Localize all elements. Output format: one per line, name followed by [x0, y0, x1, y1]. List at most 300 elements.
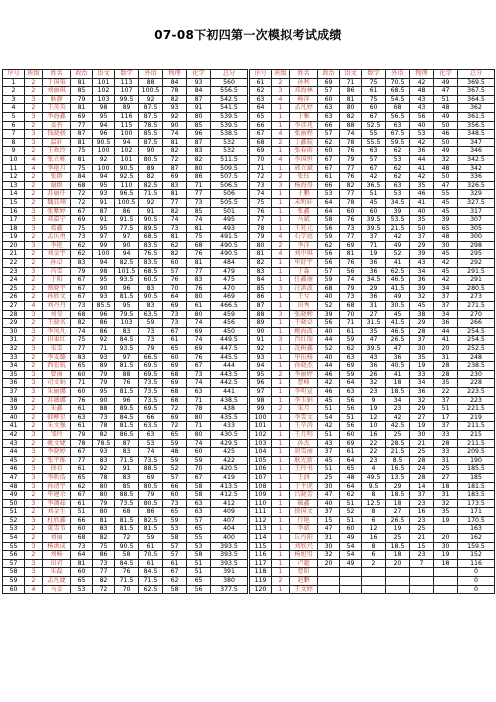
table-row — [3, 250, 248, 259]
score-cell: 78 — [250, 224, 272, 233]
score-cell: 56 — [318, 319, 340, 328]
score-cell: 75 — [187, 233, 211, 242]
table-row — [250, 327, 495, 336]
score-cell: 42 — [318, 422, 340, 431]
score-cell: 45 — [434, 250, 458, 259]
score-cell: 46.5 — [386, 327, 410, 336]
score-cell: 82 — [340, 112, 362, 121]
score-cell: 484 — [211, 259, 248, 268]
score-cell: 83 — [71, 259, 93, 268]
score-cell: 51 — [340, 516, 362, 525]
score-cell: 110 — [115, 181, 139, 190]
score-cell: 80 — [187, 430, 211, 439]
score-cell: 70.5 — [386, 78, 410, 87]
score-cell: 60 — [362, 104, 386, 113]
student-name-cell: 孙杰 — [290, 439, 318, 448]
score-cell: 66 — [318, 181, 340, 190]
score-cell — [434, 525, 458, 534]
student-name-cell: 刘金宇 — [43, 250, 71, 259]
score-cell: 69 — [340, 439, 362, 448]
score-cell: 407 — [211, 516, 248, 525]
score-cell: 74 — [71, 327, 93, 336]
score-cell: 53 — [163, 525, 187, 534]
score-cell: 1 — [272, 465, 290, 474]
score-cell: 60 — [362, 207, 386, 216]
score-cell: 57 — [163, 551, 187, 560]
student-name-cell: 王兆元 — [290, 224, 318, 233]
score-cell: 23 — [410, 499, 434, 508]
student-name-cell: 韩柳星 — [43, 413, 71, 422]
score-cell: 82 — [340, 181, 362, 190]
score-cell: 2 — [25, 336, 43, 345]
score-cell: 4 — [25, 302, 43, 311]
score-cell: 68 — [187, 241, 211, 250]
score-cell: 71 — [71, 379, 93, 388]
score-cell: 56 — [187, 585, 211, 594]
table-row — [250, 284, 495, 293]
score-cell: 81.5 — [139, 525, 163, 534]
score-cell: 65 — [163, 508, 187, 517]
score-cell: 42 — [410, 78, 434, 87]
score-cell: 87 — [93, 207, 115, 216]
score-cell: 70 — [115, 585, 139, 594]
score-cell: 441 — [211, 387, 248, 396]
table-row — [250, 267, 495, 276]
score-cell: 43 — [318, 439, 340, 448]
score-cell: 83 — [115, 448, 139, 457]
table-row — [250, 516, 495, 525]
score-cell: 425 — [211, 448, 248, 457]
score-cell: 68 — [115, 508, 139, 517]
score-cell: 16 — [362, 534, 386, 543]
student-name-cell: 曹阳 — [290, 568, 318, 577]
score-cell: 469 — [211, 293, 248, 302]
score-cell: 62 — [386, 147, 410, 156]
score-cell: 70 — [163, 284, 187, 293]
score-cell: 46 — [434, 130, 458, 139]
score-cell: 72 — [71, 190, 93, 199]
score-cell: 1 — [272, 542, 290, 551]
score-cell: 64 — [340, 379, 362, 388]
score-cell: 46 — [3, 465, 25, 474]
score-cell: 63 — [340, 387, 362, 396]
score-cell: 19 — [434, 551, 458, 560]
score-cell: 32 — [318, 551, 340, 560]
student-name-cell: 耿光新 — [290, 456, 318, 465]
score-cell: 36 — [362, 293, 386, 302]
score-cell: 3 — [25, 241, 43, 250]
score-cell: 0 — [458, 577, 495, 586]
score-cell: 82 — [163, 207, 187, 216]
student-name-cell: 杨海哥 — [290, 181, 318, 190]
score-cell: 32 — [434, 155, 458, 164]
score-cell: 190 — [458, 456, 495, 465]
score-cell: 53 — [386, 155, 410, 164]
score-cell: 2 — [272, 370, 290, 379]
score-cell — [362, 577, 386, 586]
table-row — [250, 259, 495, 268]
score-cell: 84.5 — [115, 559, 139, 568]
score-cell: 79 — [139, 345, 163, 354]
score-cell: 3 — [25, 224, 43, 233]
score-cell: 393.5 — [211, 551, 248, 560]
score-cell: 100 — [93, 164, 115, 173]
score-cell: 59 — [139, 319, 163, 328]
score-cell: 71 — [187, 396, 211, 405]
table-row — [250, 499, 495, 508]
score-cell: 68 — [163, 370, 187, 379]
score-cell: 84 — [250, 276, 272, 285]
score-cell: 3 — [25, 448, 43, 457]
score-cell: 83 — [139, 302, 163, 311]
student-name-cell: 于雅 — [290, 112, 318, 121]
score-cell: 96 — [115, 284, 139, 293]
student-name-cell: 王欢玲 — [43, 147, 71, 156]
score-cell: 6 — [3, 121, 25, 130]
score-cell: 270 — [458, 310, 495, 319]
score-cell: 39.5 — [362, 216, 386, 225]
table-row — [250, 181, 495, 190]
score-cell: 38 — [410, 310, 434, 319]
score-cell: 532 — [211, 147, 248, 156]
score-cell: 43 — [362, 353, 386, 362]
score-cell: 61 — [163, 336, 187, 345]
score-cell: 80 — [187, 164, 211, 173]
score-cell: 97 — [93, 233, 115, 242]
table-row — [250, 482, 495, 491]
score-cell: 36 — [362, 267, 386, 276]
score-cell: 45 — [386, 310, 410, 319]
score-cell: 532 — [211, 138, 248, 147]
score-cell: 63 — [340, 353, 362, 362]
score-cell: 75 — [250, 198, 272, 207]
score-cell: 19 — [386, 525, 410, 534]
student-name-cell: 魏显翔 — [43, 198, 71, 207]
student-name-cell: 毕舒宇 — [290, 259, 318, 268]
student-name-cell: 徐国文 — [290, 508, 318, 517]
score-cell: 7 — [3, 130, 25, 139]
score-cell: 52 — [163, 465, 187, 474]
score-cell: 35 — [410, 216, 434, 225]
score-cell: 41 — [386, 259, 410, 268]
score-cell: 62 — [71, 250, 93, 259]
score-cell: 97 — [115, 353, 139, 362]
score-cell: 479 — [211, 267, 248, 276]
score-cell: 342 — [458, 164, 495, 173]
score-cell: 413.5 — [211, 482, 248, 491]
score-cell: 82 — [93, 577, 115, 586]
score-cell: 90 — [93, 396, 115, 405]
score-cell: 23 — [362, 456, 386, 465]
score-cell: 29 — [410, 241, 434, 250]
score-table-left — [2, 69, 248, 594]
score-cell: 43 — [410, 95, 434, 104]
score-cell: 70.5 — [139, 551, 163, 560]
score-cell: 81 — [187, 224, 211, 233]
table-row — [3, 379, 248, 388]
score-cell: 1 — [272, 422, 290, 431]
score-cell: 22 — [362, 439, 386, 448]
score-cell: 228 — [458, 379, 495, 388]
score-cell: 61 — [362, 87, 386, 96]
student-name-cell: 孟庆勇 — [43, 233, 71, 242]
table-row — [250, 430, 495, 439]
score-cell: 82.5 — [139, 516, 163, 525]
score-cell: 211.5 — [458, 422, 495, 431]
score-cell: 81 — [71, 78, 93, 87]
table-row — [3, 396, 248, 405]
student-name-cell: 蔡晓宇 — [43, 284, 71, 293]
score-cell: 56 — [340, 396, 362, 405]
student-name-cell: 孟凡婕 — [43, 577, 71, 586]
score-cell: 47 — [318, 491, 340, 500]
score-cell: 78 — [71, 439, 93, 448]
score-cell: 76 — [340, 147, 362, 156]
score-cell: 3 — [25, 370, 43, 379]
score-cell: 115 — [115, 121, 139, 130]
score-cell: 53 — [386, 190, 410, 199]
score-cell: 21 — [3, 250, 25, 259]
score-cell: 73 — [93, 413, 115, 422]
score-cell: 39 — [410, 250, 434, 259]
score-cell: 72 — [163, 422, 187, 431]
student-name-cell: 张晓蝉 — [290, 310, 318, 319]
score-cell: 1 — [272, 448, 290, 457]
score-cell: 37 — [434, 396, 458, 405]
score-cell: 61 — [340, 327, 362, 336]
score-cell: 1 — [272, 568, 290, 577]
score-cell — [318, 568, 340, 577]
score-cell: 66 — [163, 482, 187, 491]
score-cell: 412.5 — [211, 491, 248, 500]
table-row — [3, 353, 248, 362]
score-cell: 77 — [163, 198, 187, 207]
score-cell: 45 — [3, 456, 25, 465]
score-cell: 73.5 — [139, 456, 163, 465]
score-cell: 68.5 — [139, 233, 163, 242]
score-cell: 69 — [318, 78, 340, 87]
table-row — [250, 353, 495, 362]
score-cell: 56 — [3, 551, 25, 560]
score-cell: 22 — [3, 259, 25, 268]
score-cell: 51 — [318, 465, 340, 474]
table-row — [250, 207, 495, 216]
score-cell: 1 — [272, 112, 290, 121]
score-cell: 8 — [362, 491, 386, 500]
student-name-cell: 马金 — [43, 585, 71, 594]
score-cell: 16 — [362, 430, 386, 439]
score-cell: 63 — [187, 499, 211, 508]
table-row — [250, 293, 495, 302]
score-cell: 506 — [211, 190, 248, 199]
student-name-cell: 王晓名 — [43, 319, 71, 328]
score-cell: 83 — [187, 147, 211, 156]
score-cell: 102 — [115, 147, 139, 156]
score-cell: 61 — [71, 465, 93, 474]
score-cell: 362 — [458, 104, 495, 113]
score-cell: 64 — [340, 456, 362, 465]
score-cell: 68 — [71, 534, 93, 543]
student-name-cell: 张宇维 — [43, 456, 71, 465]
score-cell: 31 — [3, 336, 25, 345]
score-cell: 83 — [139, 284, 163, 293]
score-cell: 83 — [93, 456, 115, 465]
score-cell: 20 — [386, 559, 410, 568]
table-row — [3, 276, 248, 285]
score-cell: 60 — [187, 448, 211, 457]
score-cell: 1 — [272, 345, 290, 354]
score-cell: 62 — [386, 173, 410, 182]
table-header-row — [250, 70, 495, 79]
score-cell: 25 — [386, 534, 410, 543]
score-cell — [434, 585, 458, 594]
student-name-cell: 邹玲 — [43, 430, 71, 439]
table-row — [3, 319, 248, 328]
score-cell: 13.5 — [386, 473, 410, 482]
student-name-cell: 于阳 — [43, 276, 71, 285]
score-cell: 32 — [434, 499, 458, 508]
score-cell: 393.5 — [211, 542, 248, 551]
table-row — [3, 551, 248, 560]
table-row — [3, 525, 248, 534]
score-cell: 82 — [93, 430, 115, 439]
score-cell: 85.5 — [93, 302, 115, 311]
score-cell: 3 — [272, 336, 290, 345]
student-name-cell: 王月明 — [290, 430, 318, 439]
score-cell: 42 — [3, 430, 25, 439]
score-cell: 2 — [25, 121, 43, 130]
score-cell: 87.5 — [139, 104, 163, 113]
student-name-cell: 丘丹阳 — [290, 534, 318, 543]
score-cell: 63 — [139, 430, 163, 439]
score-cell: 266 — [458, 319, 495, 328]
score-cell: 80 — [93, 482, 115, 491]
score-cell: 40 — [3, 413, 25, 422]
score-cell: 70 — [250, 155, 272, 164]
score-cell: 69 — [340, 362, 362, 371]
score-cell: 23 — [386, 405, 410, 414]
score-cell: 82.5 — [115, 259, 139, 268]
score-cell: 81 — [71, 138, 93, 147]
score-cell: 77 — [340, 164, 362, 173]
score-cell: 42 — [318, 379, 340, 388]
table-row — [250, 250, 495, 259]
score-cell: 52.5 — [362, 121, 386, 130]
student-name-cell: 李国恒 — [290, 155, 318, 164]
score-cell: 1 — [272, 104, 290, 113]
score-cell: 84.5 — [139, 568, 163, 577]
score-cell: 2 — [362, 559, 386, 568]
score-cell: 71 — [340, 78, 362, 87]
score-cell: 71 — [93, 345, 115, 354]
table-row — [250, 387, 495, 396]
score-cell: 40 — [318, 499, 340, 508]
score-cell: 26 — [3, 293, 25, 302]
score-cell: 51 — [71, 508, 93, 517]
score-cell: 90.5 — [139, 293, 163, 302]
score-cell — [386, 577, 410, 586]
score-cell: 1 — [272, 302, 290, 311]
score-cell: 63 — [362, 147, 386, 156]
score-cell: 78 — [340, 198, 362, 207]
table-row — [250, 87, 495, 96]
score-cell: 30 — [410, 345, 434, 354]
score-cell: 116 — [115, 112, 139, 121]
score-cell: 1 — [272, 327, 290, 336]
score-cell: 36 — [386, 353, 410, 362]
score-cell: 2 — [25, 284, 43, 293]
score-cell: 86 — [187, 173, 211, 182]
student-name-cell: 马斌 — [290, 216, 318, 225]
score-cell: 27 — [362, 310, 386, 319]
score-cell: 81 — [163, 190, 187, 199]
student-name-cell: 孙卓 — [43, 259, 71, 268]
score-cell: 38 — [3, 396, 25, 405]
score-cell: 32 — [410, 396, 434, 405]
score-cell: 27 — [3, 302, 25, 311]
score-cell: 1 — [272, 259, 290, 268]
score-cell: 77.5 — [115, 224, 139, 233]
score-cell: 73.5 — [139, 396, 163, 405]
student-name-cell: 李艳月 — [43, 164, 71, 173]
student-name-cell: 汪洪波 — [290, 284, 318, 293]
score-cell: 5 — [3, 112, 25, 121]
table-row — [3, 448, 248, 457]
student-name-cell: 李昕浩 — [43, 473, 71, 482]
table-row — [250, 534, 495, 543]
score-cell: 185.5 — [458, 465, 495, 474]
score-cell: 100 — [250, 413, 272, 422]
table-row — [3, 413, 248, 422]
score-cell: 73 — [163, 224, 187, 233]
score-cell: 35 — [410, 181, 434, 190]
score-cell — [318, 585, 340, 594]
score-cell: 89 — [115, 104, 139, 113]
score-cell: 90.5 — [115, 164, 139, 173]
score-cell: 114 — [250, 534, 272, 543]
score-cell: 34 — [386, 396, 410, 405]
score-cell: 248 — [458, 353, 495, 362]
student-name-cell: 李彦兆 — [290, 121, 318, 130]
student-name-cell: 曹峰 — [290, 379, 318, 388]
score-cell: 1 — [272, 473, 290, 482]
score-cell: 67 — [71, 276, 93, 285]
score-cell: 404 — [211, 525, 248, 534]
score-cell: 298 — [458, 241, 495, 250]
score-cell: 84 — [163, 78, 187, 87]
student-name-cell: 孙晓杰 — [290, 362, 318, 371]
score-cell: 34 — [410, 267, 434, 276]
score-cell: 37 — [434, 293, 458, 302]
score-cell: 37 — [362, 233, 386, 242]
score-cell: 538.5 — [211, 130, 248, 139]
score-cell: 61 — [71, 422, 93, 431]
score-cell — [340, 577, 362, 586]
score-cell: 73 — [163, 319, 187, 328]
score-cell: 75 — [71, 224, 93, 233]
student-name-cell: 姜苔 — [43, 121, 71, 130]
score-cell: 47 — [3, 473, 25, 482]
score-cell: 74 — [163, 130, 187, 139]
score-cell: 30 — [318, 482, 340, 491]
table-row — [3, 439, 248, 448]
table-row — [250, 413, 495, 422]
column-header: 数学 — [115, 70, 139, 79]
score-cell: 71.5 — [139, 577, 163, 586]
score-cell: 60 — [71, 370, 93, 379]
score-cell: 76 — [71, 396, 93, 405]
score-cell: 86 — [93, 551, 115, 560]
